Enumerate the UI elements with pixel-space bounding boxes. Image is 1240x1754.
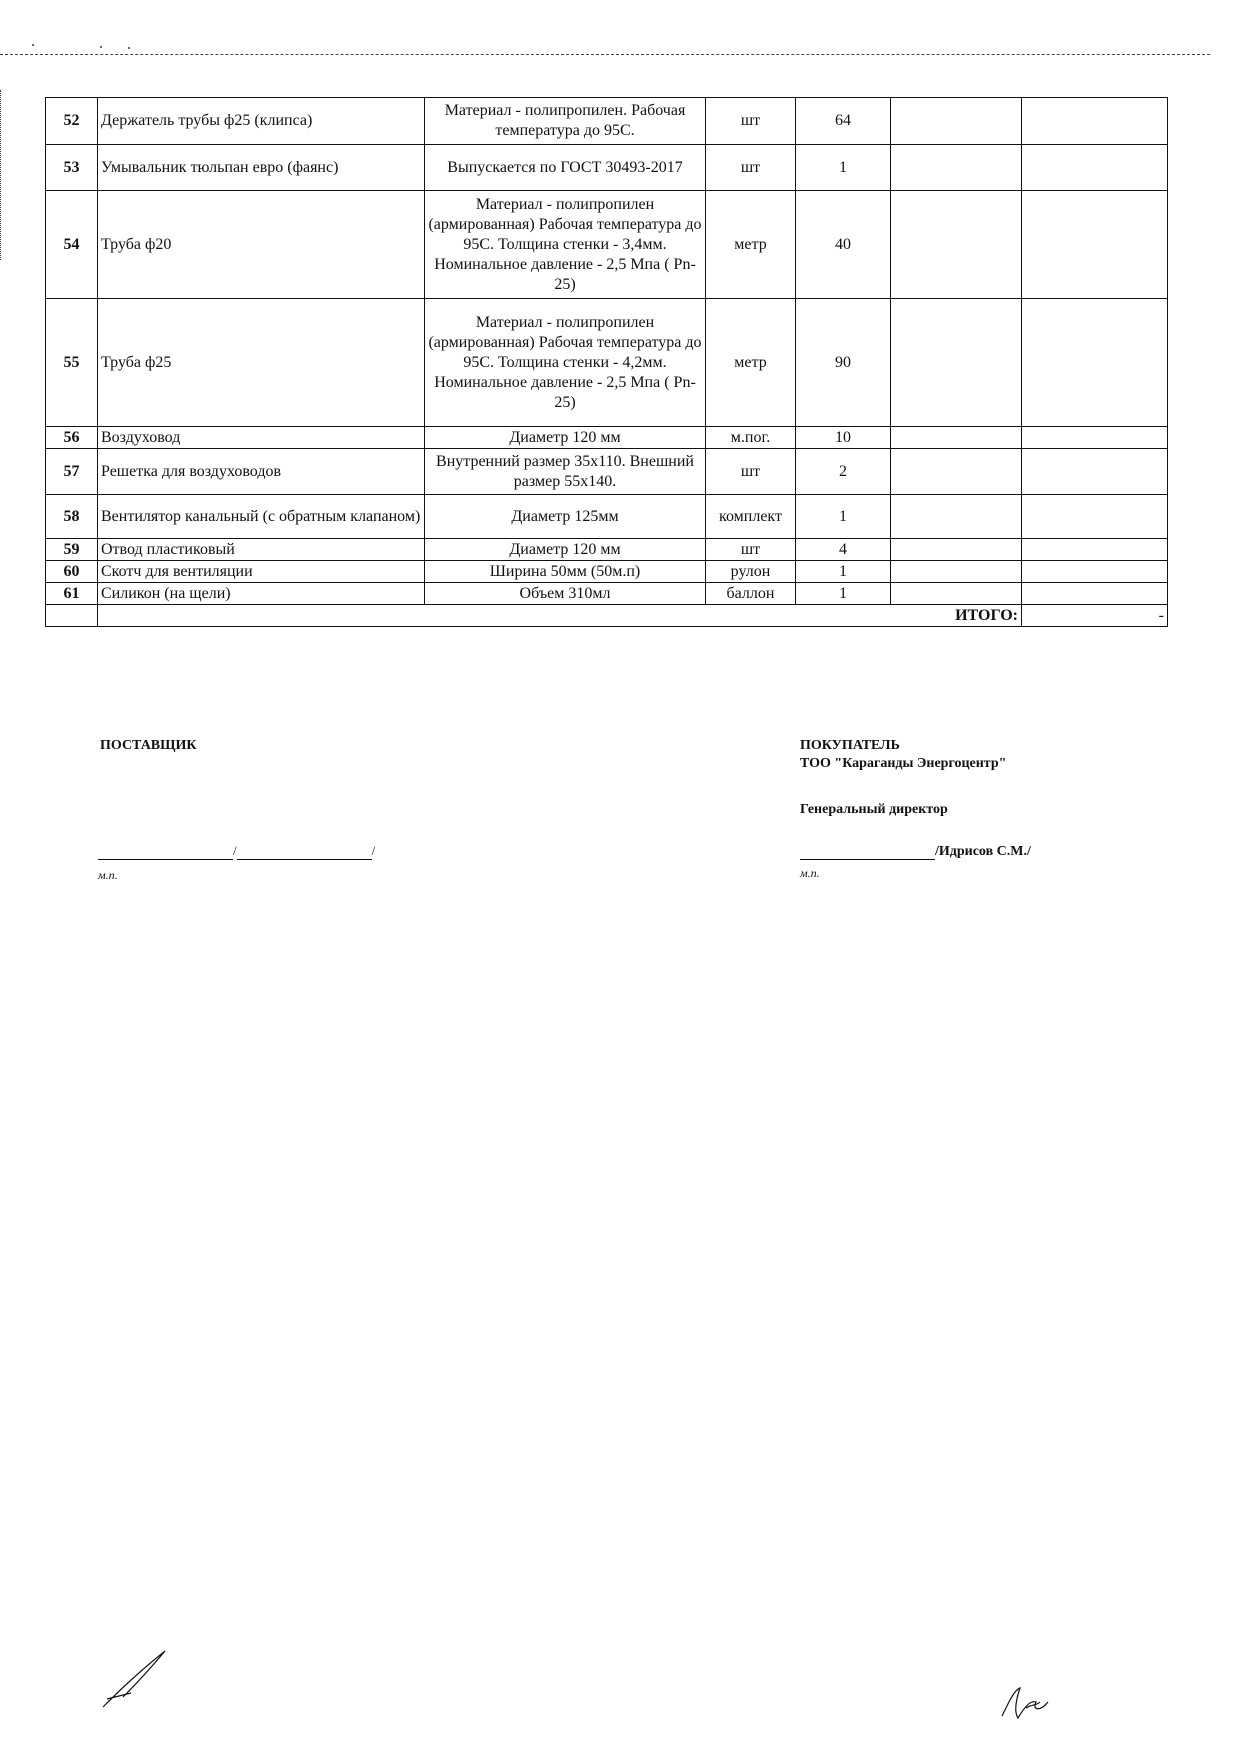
buyer-company: ТОО "Караганды Энергоцентр" (800, 756, 1007, 771)
table-row (46, 191, 1168, 299)
item-unit: шт (706, 145, 796, 191)
row-number: 60 (46, 561, 98, 583)
item-name: Решетка для воздуховодов (98, 449, 425, 495)
scan-header-line (0, 54, 1210, 55)
item-name: Отвод пластиковый (98, 539, 425, 561)
item-sum (1022, 98, 1168, 145)
supplier-name-line (237, 845, 372, 860)
item-unit: рулон (706, 561, 796, 583)
scan-left-edge (0, 90, 4, 260)
item-description: Материал - полипропилен (армированная) Рабочая температура до 95С. Толщина стенки - 4,2мм. Номинальное давление - 2,5 Мпа ( Pn-25) (425, 299, 706, 427)
item-price (891, 449, 1022, 495)
item-unit: шт (706, 539, 796, 561)
item-description: Объем 310мл (425, 583, 706, 605)
item-name: Силикон (на щели) (98, 583, 425, 605)
scan-speck (100, 46, 102, 48)
item-description: Материал - полипропилен. Рабочая температура до 95С. (425, 98, 706, 145)
supplier-sign-line (98, 845, 233, 860)
item-name: Воздуховод (98, 427, 425, 449)
buyer-position: Генеральный директор (800, 802, 948, 817)
item-price (891, 299, 1022, 427)
item-description: Выпускается по ГОСТ 30493-2017 (425, 145, 706, 191)
row-number: 55 (46, 299, 98, 427)
item-name: Труба ф20 (98, 191, 425, 299)
item-sum (1022, 449, 1168, 495)
item-quantity: 1 (796, 561, 891, 583)
item-price (891, 495, 1022, 539)
supplier-title: ПОСТАВЩИК (100, 738, 197, 753)
item-unit: метр (706, 191, 796, 299)
buyer-signatory: /Идрисов С.М./ (935, 844, 1031, 859)
table-row (46, 98, 1168, 145)
supplier-slash-1: / (233, 843, 237, 858)
row-number: 57 (46, 449, 98, 495)
item-quantity: 1 (796, 495, 891, 539)
item-name: Умывальник тюльпан евро (фаянс) (98, 145, 425, 191)
item-price (891, 539, 1022, 561)
row-number: 61 (46, 583, 98, 605)
item-quantity: 1 (796, 145, 891, 191)
item-name: Держатель трубы ф25 (клипса) (98, 98, 425, 145)
table-row (46, 583, 1168, 605)
buyer-block (800, 738, 1006, 772)
row-number: 54 (46, 191, 98, 299)
table-row (46, 561, 1168, 583)
buyer-sign-line (800, 845, 935, 860)
table-row (46, 145, 1168, 191)
row-number: 52 (46, 98, 98, 145)
item-quantity: 4 (796, 539, 891, 561)
buyer-stamp: м.п. (800, 866, 820, 880)
item-price (891, 191, 1022, 299)
item-sum (1022, 191, 1168, 299)
item-price (891, 583, 1022, 605)
item-sum (1022, 427, 1168, 449)
total-row (46, 605, 1168, 627)
item-quantity: 40 (796, 191, 891, 299)
item-unit: метр (706, 299, 796, 427)
item-name: Вентилятор канальный (с обратным клапаном) (98, 495, 425, 539)
supplier-signature-line (98, 842, 375, 860)
item-sum (1022, 495, 1168, 539)
item-sum (1022, 539, 1168, 561)
specification-table (45, 97, 1168, 627)
table-row (46, 495, 1168, 539)
item-unit: шт (706, 98, 796, 145)
item-sum (1022, 299, 1168, 427)
item-quantity: 1 (796, 583, 891, 605)
supplier-stamp: м.п. (98, 868, 118, 882)
item-price (891, 145, 1022, 191)
item-price (891, 98, 1022, 145)
item-sum (1022, 583, 1168, 605)
buyer-signature-line (800, 842, 1031, 860)
total-label: ИТОГО: (98, 605, 1022, 627)
item-quantity: 10 (796, 427, 891, 449)
row-number: 58 (46, 495, 98, 539)
row-number: 53 (46, 145, 98, 191)
item-description: Диаметр 120 мм (425, 539, 706, 561)
supplier-slash-2: / (371, 843, 376, 858)
scan-speck (128, 47, 130, 49)
row-number: 59 (46, 539, 98, 561)
item-sum (1022, 561, 1168, 583)
table-row (46, 299, 1168, 427)
item-unit: шт (706, 449, 796, 495)
item-quantity: 2 (796, 449, 891, 495)
item-name: Труба ф25 (98, 299, 425, 427)
total-value: - (1022, 605, 1168, 627)
item-unit: м.пог. (706, 427, 796, 449)
supplier-initials-signature (95, 1645, 175, 1715)
supplier-block (100, 738, 197, 754)
scan-speck (32, 44, 34, 46)
item-description: Диаметр 125мм (425, 495, 706, 539)
item-price (891, 427, 1022, 449)
buyer-initials-signature (996, 1678, 1066, 1728)
row-number: 56 (46, 427, 98, 449)
item-unit: комплект (706, 495, 796, 539)
item-description: Внутренний размер 35х110. Внешний размер 55х140. (425, 449, 706, 495)
table-row (46, 539, 1168, 561)
table-row (46, 449, 1168, 495)
item-sum (1022, 145, 1168, 191)
item-description: Ширина 50мм (50м.п) (425, 561, 706, 583)
item-quantity: 90 (796, 299, 891, 427)
item-description: Диаметр 120 мм (425, 427, 706, 449)
item-description: Материал - полипропилен (армированная) Рабочая температура до 95С. Толщина стенки - 3,4мм. Номинальное давление - 2,5 Мпа ( Pn-25) (425, 191, 706, 299)
buyer-title: ПОКУПАТЕЛЬ (800, 738, 900, 753)
item-name: Скотч для вентиляции (98, 561, 425, 583)
item-quantity: 64 (796, 98, 891, 145)
item-price (891, 561, 1022, 583)
item-unit: баллон (706, 583, 796, 605)
table-row (46, 427, 1168, 449)
